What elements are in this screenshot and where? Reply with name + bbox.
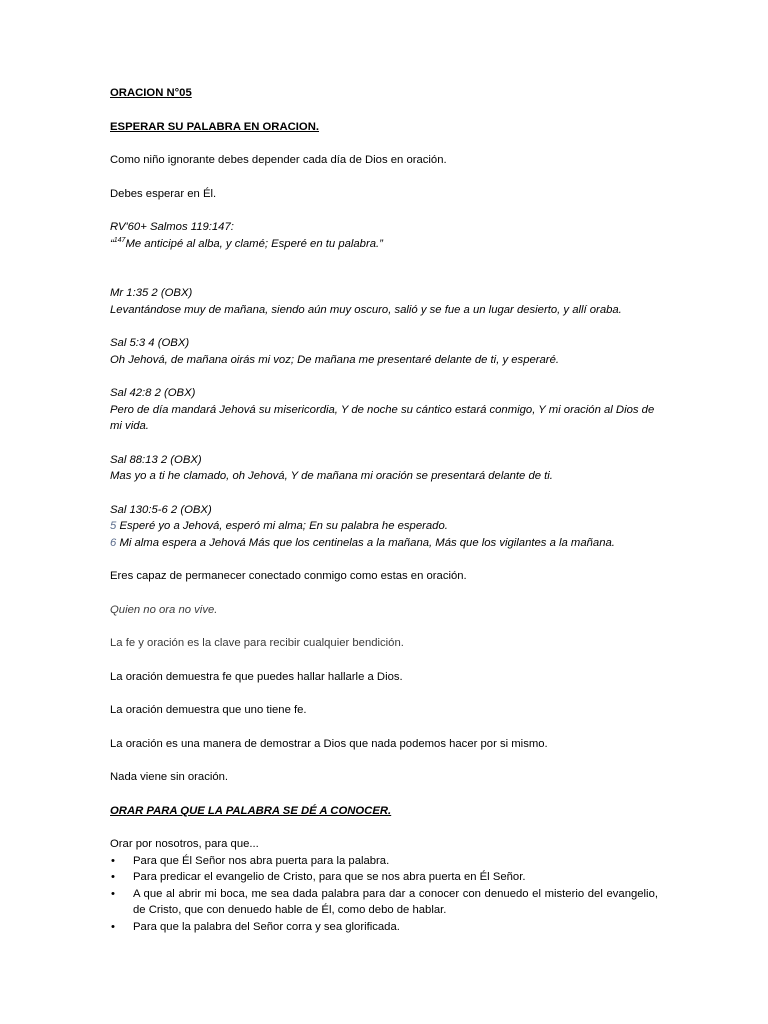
- paragraph: Como niño ignorante debes depender cada día de Dios en oración.: [110, 154, 447, 166]
- bullet-list: [110, 853, 658, 936]
- bullet-icon: •: [111, 887, 115, 900]
- paragraph: Quien no ora no vive.: [110, 603, 218, 616]
- list-item: • Para predicar el evangelio de Cristo, para que se nos abra puerta en Él Señor.: [110, 869, 658, 886]
- paragraph: Debes esperar en Él.: [110, 187, 217, 200]
- bullet-icon: •: [111, 854, 115, 867]
- verse-text: Mi alma espera a Jehová Más que los centinelas a la mañana, Más que los vigilantes a la mañana.: [119, 536, 615, 549]
- list-item: • Para que la palabra del Señor corra y sea glorificada.: [110, 919, 658, 936]
- scripture-text: Levantándose muy de mañana, siendo aún muy oscuro, salió y se fue a un lugar desierto, y allí oraba.: [110, 303, 622, 316]
- scripture-text: [110, 236, 658, 253]
- paragraph: Eres capaz de permanecer conectado conmigo como estas en oración.: [110, 570, 467, 582]
- document-title: ORACION N°05: [110, 87, 192, 99]
- scripture-text: Mas yo a ti he clamado, oh Jehová, Y de mañana mi oración se presentará delante de ti.: [110, 470, 553, 482]
- scripture-reference: Sal 5:3 4 (OBX): [110, 337, 190, 349]
- scripture-reference: Mr 1:35 2 (OBX): [110, 287, 193, 299]
- scripture-verse: [110, 535, 658, 552]
- scripture-reference: Sal 88:13 2 (OBX): [110, 453, 202, 466]
- verse-number: 147: [113, 236, 126, 244]
- paragraph: Nada viene sin oración.: [110, 771, 229, 783]
- paragraph: La oración demuestra fe que puedes hallar hallarle a Dios.: [110, 670, 403, 683]
- scripture-verse: [110, 518, 658, 535]
- paragraph: La fe y oración es la clave para recibir cualquier bendición.: [110, 637, 404, 649]
- scripture-reference: Sal 42:8 2 (OBX): [110, 387, 196, 399]
- scripture-reference: Sal 130:5-6 2 (OBX): [110, 503, 212, 516]
- document-page: [110, 85, 658, 935]
- document-subtitle: ESPERAR SU PALABRA EN ORACION.: [110, 120, 320, 133]
- list-item: • Para que Él Señor nos abra puerta para la palabra.: [110, 853, 658, 870]
- paragraph: Orar por nosotros, para que...: [110, 838, 259, 850]
- bullet-icon: •: [111, 920, 115, 933]
- verse-number: 6: [110, 536, 117, 549]
- bullet-icon: •: [111, 871, 115, 883]
- scripture-reference: RV'60+ Salmos 119:147:: [110, 221, 234, 233]
- paragraph: La oración es una manera de demostrar a Dios que nada podemos hacer por si mismo.: [110, 737, 548, 750]
- verse-text: Esperé yo a Jehová, esperó mi alma; En su palabra he esperado.: [119, 520, 448, 532]
- verse-number: 5: [110, 520, 117, 532]
- scripture-text: Pero de día mandará Jehová su misericordia, Y de noche su cántico estará conmigo, Y mi oración al Dios de mi vida.: [110, 403, 655, 432]
- scripture-text: Oh Jehová, de mañana oirás mi voz; De mañana me presentaré delante de ti, y esperaré.: [110, 353, 559, 366]
- verse-text: Me anticipé al alba, y clamé; Esperé en tu palabra.”: [125, 237, 383, 250]
- section-heading: ORAR PARA QUE LA PALABRA SE DÉ A CONOCER.: [110, 804, 392, 817]
- list-item: • A que al abrir mi boca, me sea dada palabra para dar a conocer con denuedo el misterio del evangelio, de Cristo, que con denuedo hable de Él, como debo de hablar.: [111, 887, 658, 916]
- open-quote: “: [110, 237, 114, 250]
- paragraph: La oración demuestra que uno tiene fe.: [110, 704, 307, 716]
